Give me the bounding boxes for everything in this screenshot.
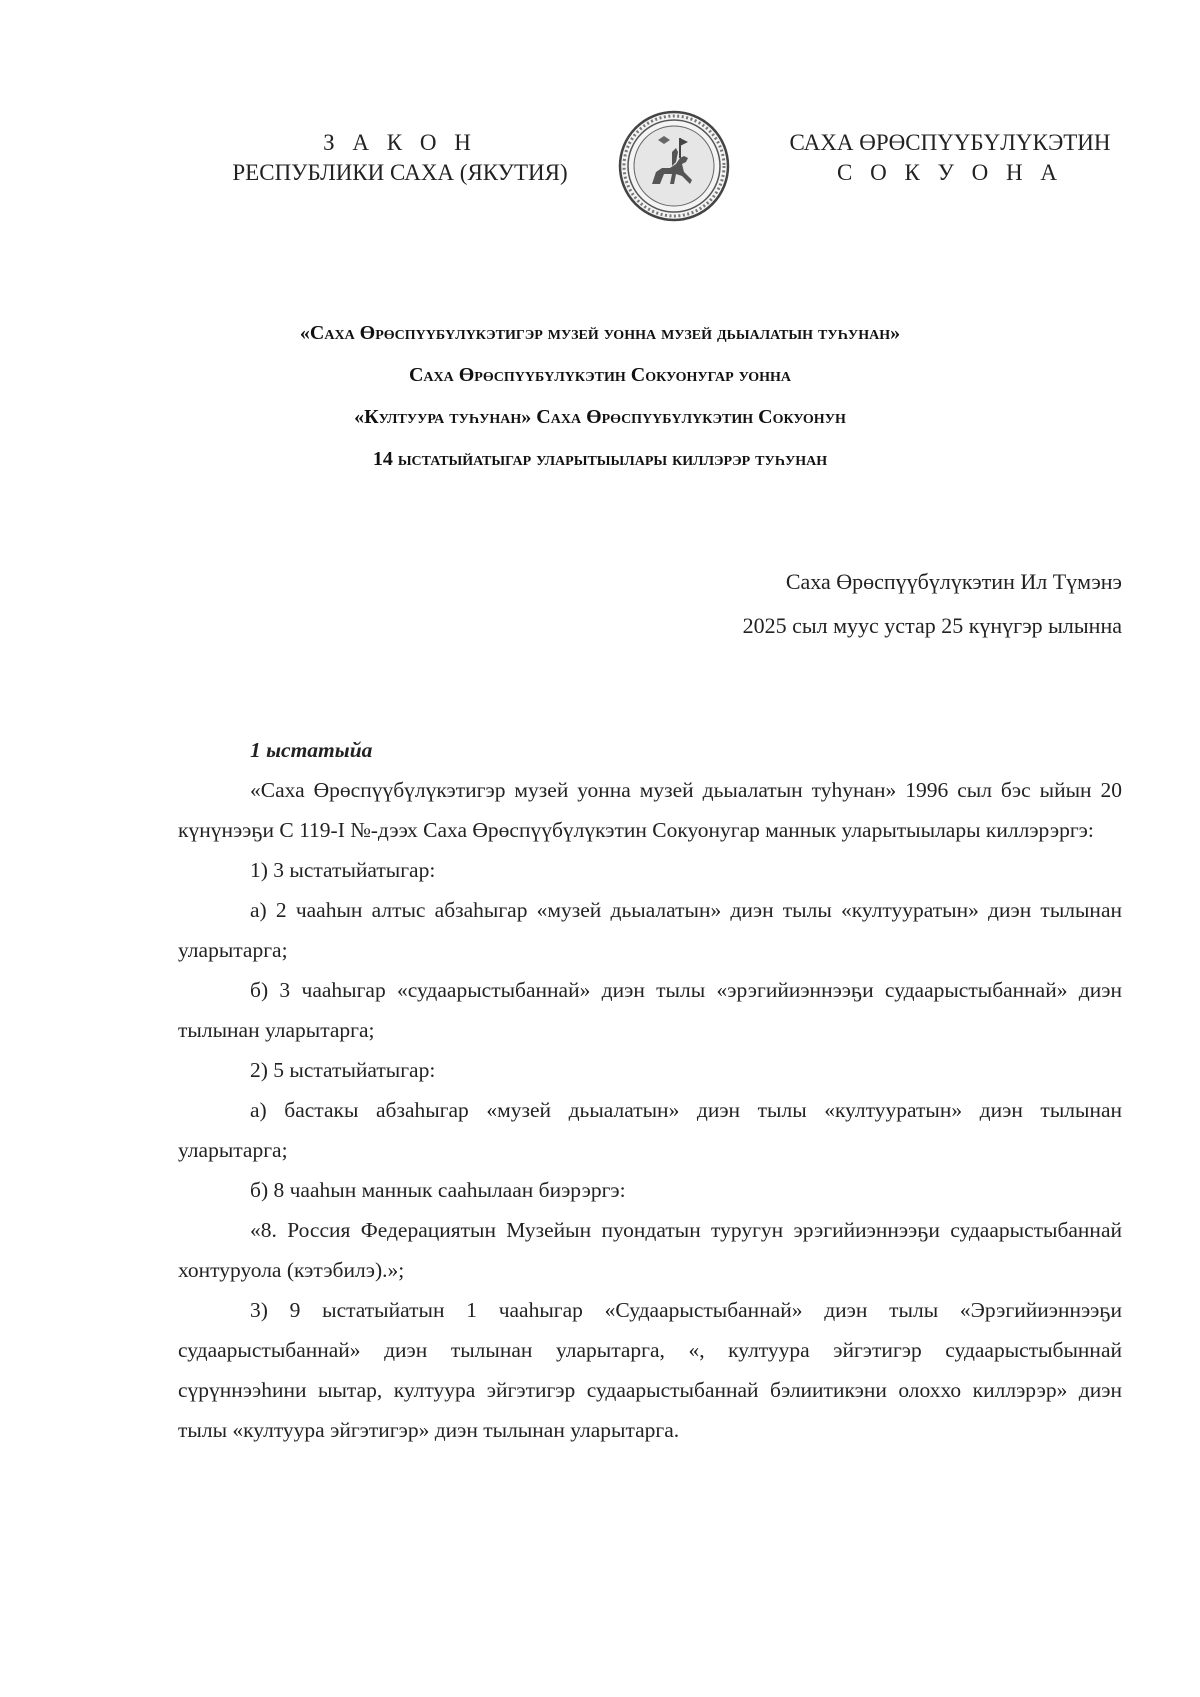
body-paragraph: «Саха Өрөспүүбүлүкэтигэр музей уонна музей дьыалатын туһунан» 1996 сыл бэс ыйын 20 күнүнээҕи С 119-I №-дээх Саха Өрөспүүбүлүкэтин Сокуонугар маннык уларытыылары киллэрэргэ: (178, 778, 1122, 842)
body-paragraph: 3) 9 ыстатыйатын 1 чааһыгар «Судаарыстыбаннай» диэн тылы «Эрэгийиэннээҕи судаарыстыбаннай» диэн тылынан уларытарга, «, култуура эйгэтигэр судаарыстыбыннай сүрүннээһини ыытар, култуура эйгэтигэр судаарыстыбаннай бэлиитикэни олоххо киллэрэр» диэн тылы «култуура эйгэтигэр» диэн тылынан уларытарга. (178, 1298, 1122, 1442)
header-sakha-title (760, 128, 1140, 188)
law-title-line1: «Саха Өрөспүүбүлүкэтигэр музей уонна музей дьыалатын туһунан» (299, 322, 901, 344)
sakha-coat-of-arms-emblem-icon (618, 110, 730, 222)
body-paragraph: а) бастакы абзаһыгар «музей дьыалатын» диэн тылы «култууратын» диэн тылынан уларытарга; (178, 1098, 1122, 1162)
adoption-block (743, 560, 1122, 648)
body-paragraph: б) 3 чааһыгар «судаарыстыбаннай» диэн тылы «эрэгийиэннээҕи судаарыстыбаннай» диэн тылынан уларытарга; (178, 978, 1122, 1042)
header-right-line1: САХА ӨРӨСПҮҮБҮЛҮКЭТИН (789, 130, 1111, 155)
law-title (150, 312, 1050, 480)
header-right-line2: С О К У О Н А (837, 160, 1063, 185)
law-title-line4: 14 ыстатыйатыгар уларытыылары киллэрэр туһунан (372, 448, 828, 470)
adoption-body: Саха Өрөспүүбүлүкэтин Ил Түмэнэ (785, 569, 1122, 594)
header-left-line1: З А К О Н (323, 130, 477, 155)
header-left-line2: РЕСПУБЛИКИ САХА (ЯКУТИЯ) (232, 160, 568, 185)
body-paragraph: 1) 3 ыстатыйатыгар: (250, 858, 436, 882)
body-paragraph: «8. Россия Федерациятын Музейын пуондатын туругун эрэгийиэннээҕи судаарыстыбаннай хонтуруола (кэтэбилэ).»; (178, 1218, 1122, 1282)
body-paragraph: б) 8 чааһын маннык сааһылаан биэрэргэ: (250, 1178, 626, 1202)
header-russian-title (200, 128, 600, 188)
law-title-line2: Саха Өрөспүүбүлүкэтин Сокуонугар уонна (408, 364, 792, 386)
body-paragraph: 2) 5 ыстатыйатыгар: (250, 1058, 436, 1082)
article-heading: 1 ыстатыйа (250, 738, 373, 762)
adoption-date: 2025 сыл муус устар 25 күнүгэр ылынна (742, 613, 1122, 638)
body-paragraph: а) 2 чааһын алтыс абзаһыгар «музей дьыалатын» диэн тылы «култууратын» диэн тылынан уларытарга; (178, 898, 1122, 962)
law-title-line3: «Култуура туһунан» Саха Өрөспүүбүлүкэтин Сокуонун (354, 406, 846, 428)
law-body (178, 730, 1122, 1450)
